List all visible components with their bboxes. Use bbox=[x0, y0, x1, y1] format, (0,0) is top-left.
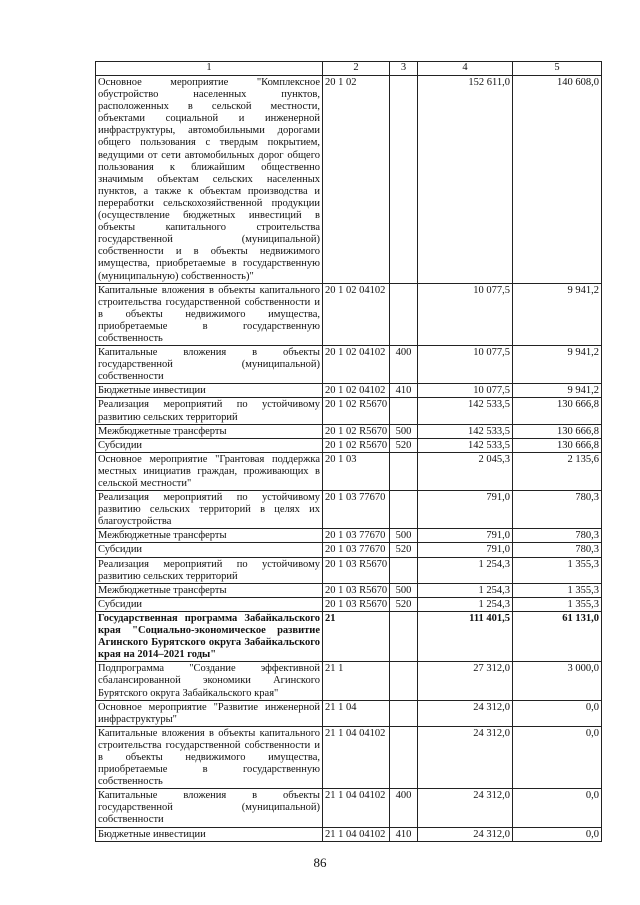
row-expense-type-cell: 400 bbox=[390, 346, 418, 384]
row-amount-2020-cell: 2 135,6 bbox=[513, 452, 602, 490]
row-amount-2019-cell: 10 077,5 bbox=[418, 384, 513, 398]
row-name-cell: Субсидии bbox=[96, 543, 323, 557]
row-amount-2020-cell: 780,3 bbox=[513, 491, 602, 529]
row-amount-2019-cell: 152 611,0 bbox=[418, 76, 513, 284]
row-amount-2019-cell: 24 312,0 bbox=[418, 827, 513, 841]
row-amount-2019-cell: 24 312,0 bbox=[418, 700, 513, 726]
row-amount-2020-cell: 130 666,8 bbox=[513, 438, 602, 452]
row-name-cell: Бюджетные инвестиции bbox=[96, 827, 323, 841]
row-name-cell: Основное мероприятие "Комплексное обустройство населенных пунктов, расположенных в сельской местности, объектами социальной и инженерной инфраструктуры, автомобильными дорогами общего пользования с твердым покрытием, ведущими от сети автомобильных дорог общего пользования к ближайшим общественно значимым объектам сельских населенных пунктов, а также к объектам производства и переработки сельскохозяйственной продукции (осуществление бюджетных инвестиций в объекты капитального строительства государственной (муниципальной) собственности и в объекты недвижимого имущества, приобретаемые в государственную (муниципальную) собственность)" bbox=[96, 76, 323, 284]
row-name-cell: Субсидии bbox=[96, 438, 323, 452]
row-expense-type-cell: 410 bbox=[390, 384, 418, 398]
table-row bbox=[96, 597, 602, 611]
row-expense-type-cell: 520 bbox=[390, 597, 418, 611]
row-expense-type-cell bbox=[390, 662, 418, 700]
row-amount-2020-cell: 140 608,0 bbox=[513, 76, 602, 284]
table-header bbox=[96, 62, 602, 76]
row-expense-type-cell bbox=[390, 726, 418, 788]
row-amount-2019-cell: 10 077,5 bbox=[418, 283, 513, 345]
row-amount-2020-cell: 0,0 bbox=[513, 726, 602, 788]
row-amount-2019-cell: 24 312,0 bbox=[418, 726, 513, 788]
column-number-2: 2 bbox=[323, 62, 390, 76]
table-row bbox=[96, 529, 602, 543]
row-expense-type-cell: 520 bbox=[390, 438, 418, 452]
row-expense-type-cell: 410 bbox=[390, 827, 418, 841]
row-amount-2020-cell: 130 666,8 bbox=[513, 424, 602, 438]
table-row bbox=[96, 827, 602, 841]
table-row bbox=[96, 662, 602, 700]
row-amount-2019-cell: 111 401,5 bbox=[418, 611, 513, 661]
column-number-5: 5 bbox=[513, 62, 602, 76]
row-code-cell: 21 1 04 bbox=[323, 700, 390, 726]
row-code-cell: 20 1 03 77670 bbox=[323, 491, 390, 529]
row-name-cell: Межбюджетные трансферты bbox=[96, 583, 323, 597]
row-name-cell: Капитальные вложения в объекты капитального строительства государственной собственности и в объекты недвижимого имущества, приобретаемые в государственную собственность bbox=[96, 726, 323, 788]
table-row bbox=[96, 700, 602, 726]
row-amount-2019-cell: 2 045,3 bbox=[418, 452, 513, 490]
row-code-cell: 21 bbox=[323, 611, 390, 661]
row-amount-2020-cell: 61 131,0 bbox=[513, 611, 602, 661]
row-code-cell: 20 1 02 04102 bbox=[323, 283, 390, 345]
budget-table bbox=[95, 61, 602, 842]
row-expense-type-cell bbox=[390, 452, 418, 490]
row-name-cell: Капитальные вложения в объекты капитального строительства государственной собственности и в объекты недвижимого имущества, приобретаемые в государственную собственность bbox=[96, 283, 323, 345]
row-amount-2019-cell: 27 312,0 bbox=[418, 662, 513, 700]
table-row bbox=[96, 557, 602, 583]
row-code-cell: 20 1 02 04102 bbox=[323, 346, 390, 384]
row-code-cell: 20 1 02 R5670 bbox=[323, 438, 390, 452]
row-code-cell: 20 1 03 R5670 bbox=[323, 597, 390, 611]
row-name-cell: Реализация мероприятий по устойчивому развитию сельских территорий bbox=[96, 398, 323, 424]
row-amount-2020-cell: 0,0 bbox=[513, 789, 602, 827]
row-code-cell: 21 1 04 04102 bbox=[323, 827, 390, 841]
row-amount-2019-cell: 142 533,5 bbox=[418, 424, 513, 438]
row-amount-2020-cell: 9 941,2 bbox=[513, 384, 602, 398]
row-amount-2020-cell: 0,0 bbox=[513, 827, 602, 841]
row-name-cell: Капитальные вложения в объекты государственной (муниципальной) собственности bbox=[96, 789, 323, 827]
table-row bbox=[96, 491, 602, 529]
row-amount-2019-cell: 1 254,3 bbox=[418, 597, 513, 611]
table-row bbox=[96, 424, 602, 438]
row-code-cell: 20 1 02 R5670 bbox=[323, 424, 390, 438]
row-amount-2020-cell: 3 000,0 bbox=[513, 662, 602, 700]
table-row bbox=[96, 452, 602, 490]
row-expense-type-cell bbox=[390, 557, 418, 583]
row-amount-2020-cell: 1 355,3 bbox=[513, 557, 602, 583]
row-code-cell: 20 1 03 R5670 bbox=[323, 557, 390, 583]
row-expense-type-cell: 400 bbox=[390, 789, 418, 827]
row-amount-2019-cell: 142 533,5 bbox=[418, 438, 513, 452]
row-amount-2019-cell: 10 077,5 bbox=[418, 346, 513, 384]
row-name-cell: Государственная программа Забайкальского края "Социально-экономическое развитие Агинского Бурятского округа Забайкальского края на 2014–2021 годы" bbox=[96, 611, 323, 661]
table-row bbox=[96, 76, 602, 284]
table-body bbox=[96, 76, 602, 842]
row-code-cell: 20 1 02 R5670 bbox=[323, 398, 390, 424]
table-row bbox=[96, 789, 602, 827]
row-amount-2019-cell: 791,0 bbox=[418, 543, 513, 557]
column-number-3: 3 bbox=[390, 62, 418, 76]
row-code-cell: 20 1 02 04102 bbox=[323, 384, 390, 398]
row-expense-type-cell bbox=[390, 283, 418, 345]
row-name-cell: Реализация мероприятий по устойчивому развитию сельских территорий bbox=[96, 557, 323, 583]
row-code-cell: 20 1 03 77670 bbox=[323, 543, 390, 557]
row-code-cell: 20 1 03 R5670 bbox=[323, 583, 390, 597]
row-code-cell: 21 1 04 04102 bbox=[323, 789, 390, 827]
row-expense-type-cell: 520 bbox=[390, 543, 418, 557]
table-row bbox=[96, 726, 602, 788]
row-expense-type-cell: 500 bbox=[390, 424, 418, 438]
row-amount-2020-cell: 130 666,8 bbox=[513, 398, 602, 424]
row-amount-2019-cell: 791,0 bbox=[418, 491, 513, 529]
row-amount-2020-cell: 1 355,3 bbox=[513, 597, 602, 611]
row-amount-2019-cell: 1 254,3 bbox=[418, 583, 513, 597]
row-amount-2019-cell: 1 254,3 bbox=[418, 557, 513, 583]
row-expense-type-cell bbox=[390, 700, 418, 726]
table-row bbox=[96, 543, 602, 557]
row-code-cell: 21 1 bbox=[323, 662, 390, 700]
row-code-cell: 20 1 03 77670 bbox=[323, 529, 390, 543]
row-name-cell: Бюджетные инвестиции bbox=[96, 384, 323, 398]
row-amount-2019-cell: 791,0 bbox=[418, 529, 513, 543]
row-name-cell: Межбюджетные трансферты bbox=[96, 424, 323, 438]
row-code-cell: 21 1 04 04102 bbox=[323, 726, 390, 788]
row-expense-type-cell: 500 bbox=[390, 529, 418, 543]
row-name-cell: Межбюджетные трансферты bbox=[96, 529, 323, 543]
row-name-cell: Субсидии bbox=[96, 597, 323, 611]
table-row bbox=[96, 583, 602, 597]
row-name-cell: Реализация мероприятий по устойчивому развитию сельских территорий в целях их благоустройства bbox=[96, 491, 323, 529]
row-expense-type-cell bbox=[390, 611, 418, 661]
row-name-cell: Основное мероприятие "Развитие инженерной инфраструктуры" bbox=[96, 700, 323, 726]
row-amount-2019-cell: 24 312,0 bbox=[418, 789, 513, 827]
row-amount-2020-cell: 9 941,2 bbox=[513, 346, 602, 384]
row-amount-2020-cell: 780,3 bbox=[513, 529, 602, 543]
row-amount-2019-cell: 142 533,5 bbox=[418, 398, 513, 424]
row-expense-type-cell bbox=[390, 491, 418, 529]
header-row bbox=[96, 62, 602, 76]
row-amount-2020-cell: 9 941,2 bbox=[513, 283, 602, 345]
row-amount-2020-cell: 1 355,3 bbox=[513, 583, 602, 597]
row-name-cell: Подпрограмма "Создание эффективной сбалансированной экономики Агинского Бурятского округа Забайкальского края" bbox=[96, 662, 323, 700]
table-row bbox=[96, 398, 602, 424]
row-name-cell: Основное мероприятие "Грантовая поддержка местных инициатив граждан, проживающих в сельской местности" bbox=[96, 452, 323, 490]
column-number-4: 4 bbox=[418, 62, 513, 76]
row-amount-2020-cell: 780,3 bbox=[513, 543, 602, 557]
column-number-1: 1 bbox=[96, 62, 323, 76]
table-row bbox=[96, 384, 602, 398]
page-number: 86 bbox=[313, 855, 327, 870]
row-code-cell: 20 1 03 bbox=[323, 452, 390, 490]
row-code-cell: 20 1 02 bbox=[323, 76, 390, 284]
table-row bbox=[96, 283, 602, 345]
row-name-cell: Капитальные вложения в объекты государственной (муниципальной) собственности bbox=[96, 346, 323, 384]
row-expense-type-cell bbox=[390, 76, 418, 284]
table-row bbox=[96, 346, 602, 384]
row-expense-type-cell: 500 bbox=[390, 583, 418, 597]
table-row bbox=[96, 611, 602, 661]
row-amount-2020-cell: 0,0 bbox=[513, 700, 602, 726]
row-expense-type-cell bbox=[390, 398, 418, 424]
table-row bbox=[96, 438, 602, 452]
